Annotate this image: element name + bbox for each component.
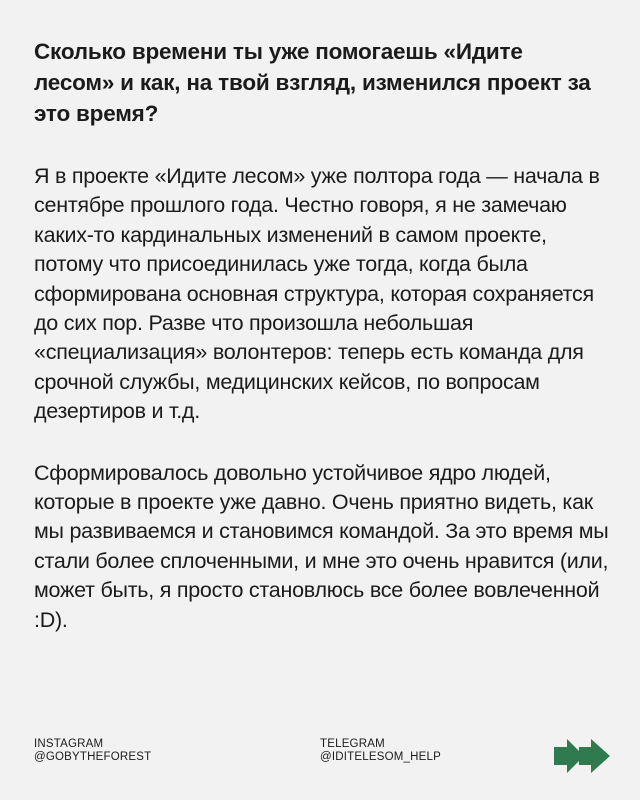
instagram-label: INSTAGRAM — [34, 738, 104, 750]
instagram-link[interactable] — [34, 738, 151, 764]
double-arrow-right-shapes — [554, 739, 610, 773]
telegram-handle: @IDITELESOM_HELP — [320, 751, 441, 763]
telegram-label: TELEGRAM — [320, 738, 385, 750]
answer-paragraph-2: Сформировалось довольно устойчивое ядро людей, которые в проекте уже давно. Очень приятно видеть, как мы развиваемся и становимся командой. За это время мы стали более сплоченными, и мне это очень нравится (или, может быть, я просто становлюсь все более вовлеченной :D). — [34, 460, 609, 632]
double-arrow-right-icon[interactable] — [554, 739, 610, 773]
question-heading: Сколько времени ты уже помогаешь «Идите лесом» и как, на твой взгляд, изменился проект за это время? — [34, 39, 591, 126]
telegram-link[interactable] — [320, 738, 441, 764]
answer-paragraph-1: Я в проекте «Идите лесом» уже полтора года — начала в сентябре прошлого года. Честно говоря, я не замечаю каких-то кардинальных изменений в самом проекте, потому что присоединилась уже тогда, когда была сформирована основная структура, которая сохраняется до сих пор. Разве что произошла небольшая «специализация» волонтеров: теперь есть команда для срочной службы, медицинских кейсов, по вопросам дезертиров и т.д. — [34, 164, 600, 424]
instagram-handle: @GOBYTHEFOREST — [34, 751, 152, 763]
footer — [34, 738, 610, 778]
